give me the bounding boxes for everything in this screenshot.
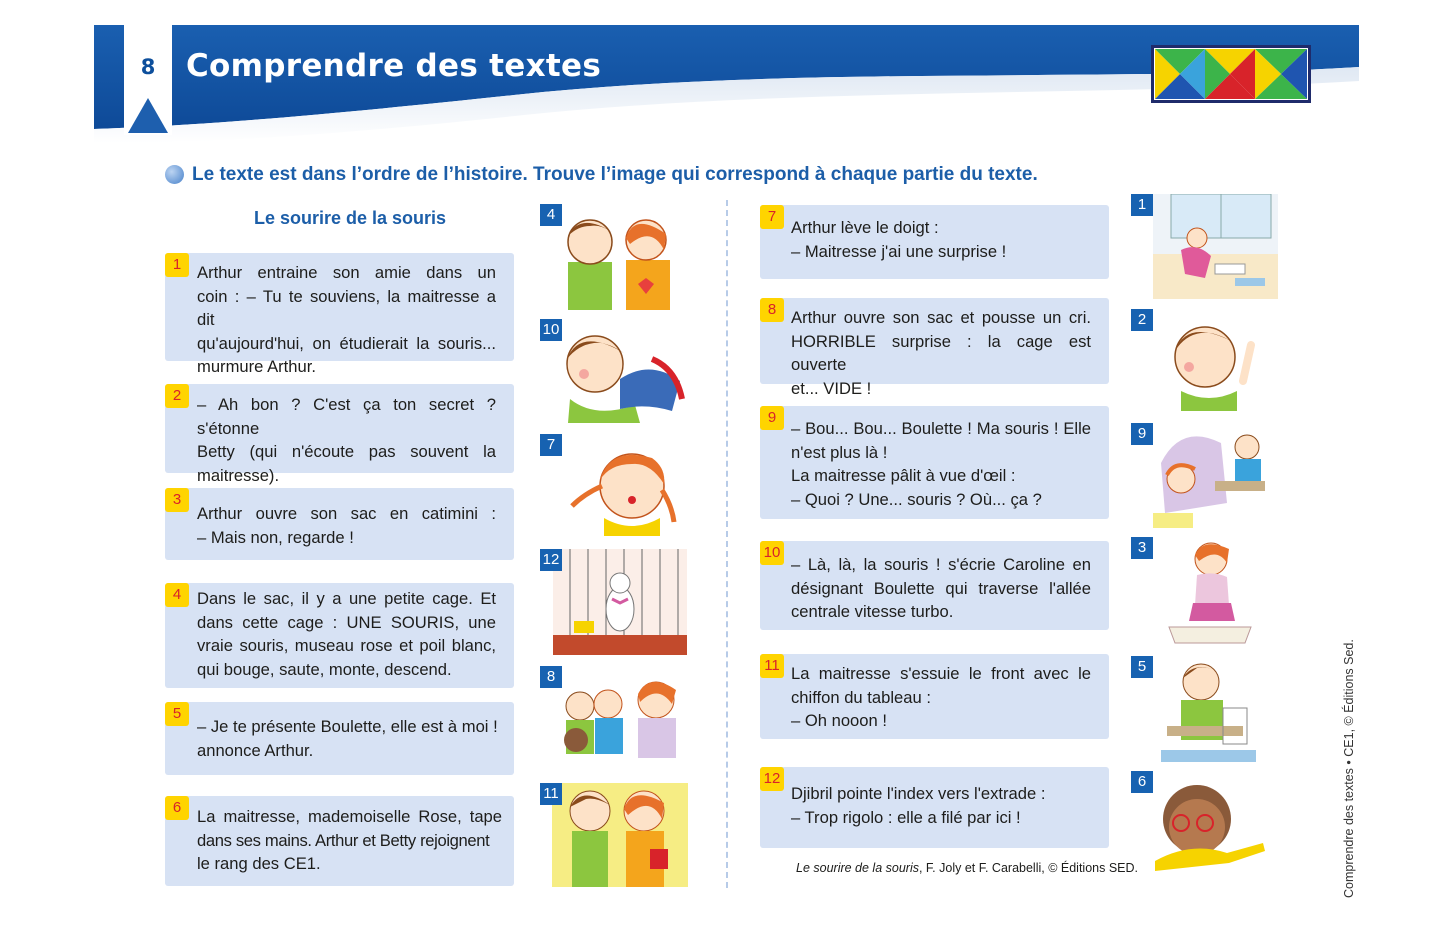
credit-authors: , F. Joly et F. Carabelli, © Éditions SED. <box>918 861 1138 875</box>
text-line: Arthur entraine son amie dans un <box>197 263 496 282</box>
number-badge: 6 <box>165 796 189 820</box>
image-number-badge: 10 <box>540 319 562 341</box>
text-box-3 <box>165 488 514 560</box>
text-box-7 <box>760 205 1109 279</box>
page-number: 8 <box>140 55 156 79</box>
image-number-badge: 12 <box>540 549 562 571</box>
text-line: le rang des CE1. <box>197 854 321 873</box>
text-line: Betty (qui n'écoute pas souvent la <box>197 442 496 461</box>
text-line: – Ah bon ? C'est ça ton secret ? s'étonne <box>197 395 496 438</box>
page-title: Comprendre des textes <box>186 48 602 84</box>
text-box-5 <box>165 702 514 775</box>
image-number-badge: 9 <box>1131 423 1153 445</box>
text-line: qui bouge, saute, monte, descend. <box>197 659 452 679</box>
text-box-12 <box>760 767 1109 848</box>
text-box-10 <box>760 541 1109 630</box>
illustration-11 <box>540 783 688 887</box>
bullet-icon <box>165 165 184 184</box>
number-badge: 8 <box>760 298 784 322</box>
text-line: – Là, là, la souris ! s'écrie Caroline en <box>791 555 1091 574</box>
image-number-badge: 2 <box>1131 309 1153 331</box>
text-line: Djibril pointe l'index vers l'extrade : <box>791 784 1046 803</box>
illustration-9 <box>1131 423 1276 528</box>
image-number-badge: 11 <box>540 783 562 805</box>
number-badge: 9 <box>760 406 784 430</box>
image-number-badge: 1 <box>1131 194 1153 216</box>
logo-triangles <box>1151 45 1311 103</box>
text-box-1 <box>165 253 514 376</box>
illustration-5 <box>1131 656 1256 762</box>
text-line: qu'aujourd'hui, on étudierait la souris... <box>197 333 496 353</box>
text-line: maitresse). <box>197 465 280 485</box>
text-box-6 <box>165 796 514 886</box>
text-line: – Trop rigolo : elle a filé par ici ! <box>791 807 1021 827</box>
story-title: Le sourire de la souris <box>254 208 447 228</box>
number-badge: 7 <box>760 205 784 229</box>
illustration-7 <box>540 434 690 536</box>
triangle-icon <box>124 95 172 135</box>
image-number-badge: 3 <box>1131 537 1153 559</box>
side-copyright <box>1329 639 1356 898</box>
text-box-11 <box>760 654 1109 739</box>
credit-book-title: Le sourire de la souris <box>796 861 919 875</box>
text-line: La maitresse s'essuie le front avec le <box>791 664 1091 683</box>
text-line: Arthur lève le doigt : <box>791 218 939 237</box>
text-box-2 <box>165 384 514 485</box>
text-line: Dans le sac, il y a une petite cage. Et <box>197 589 496 608</box>
text-box-9 <box>760 406 1109 519</box>
text-box-4 <box>165 583 514 688</box>
text-box-8 <box>760 298 1109 398</box>
number-badge: 3 <box>165 488 189 512</box>
text-line: annonce Arthur. <box>197 740 314 760</box>
image-number-badge: 7 <box>540 434 562 456</box>
illustration-1 <box>1131 194 1278 299</box>
text-line: – Bou... Bou... Boulette ! Ma souris ! Elle <box>791 419 1091 438</box>
number-badge: 5 <box>165 702 189 726</box>
image-number-badge: 5 <box>1131 656 1153 678</box>
illustration-3 <box>1131 537 1271 645</box>
text-line: dans ses mains. Arthur et Betty rejoignent <box>197 830 490 850</box>
illustration-10 <box>540 319 690 423</box>
text-line: murmure Arthur. <box>197 357 316 376</box>
text-line: vraie souris, museau rose et poil blanc, <box>197 636 496 655</box>
number-badge: 1 <box>165 253 189 277</box>
text-line: Arthur ouvre son sac et pousse un cri. <box>791 308 1091 327</box>
number-badge: 12 <box>760 767 784 791</box>
instruction: Le texte est dans l’ordre de l’histoire. Trouve l’image qui correspond à chaque partie du texte. <box>192 164 1038 185</box>
text-line: et... VIDE ! <box>791 378 872 398</box>
illustration-8 <box>540 666 692 772</box>
text-line: désignant Boulette qui traverse l'allée <box>791 578 1091 598</box>
text-line: HORRIBLE surprise : la cage est ouverte <box>791 331 1091 374</box>
text-line: – Je te présente Boulette, elle est à moi ! <box>197 717 498 736</box>
text-line: – Mais non, regarde ! <box>197 527 354 547</box>
illustration-6 <box>1131 771 1271 871</box>
text-line: La maitresse, mademoiselle Rose, tape <box>197 807 502 826</box>
text-line: coin : – Tu te souviens, la maitresse a dit <box>197 286 496 329</box>
number-badge: 2 <box>165 384 189 408</box>
number-badge: 4 <box>165 583 189 607</box>
source-credit <box>796 861 1138 875</box>
text-line: La maitresse pâlit à vue d'œil : <box>791 466 1016 485</box>
illustration-2 <box>1131 309 1271 411</box>
text-line: n'est plus là ! <box>791 442 888 462</box>
page-number-tab <box>124 25 172 135</box>
text-line: centrale vitesse turbo. <box>791 602 954 621</box>
text-line: – Quoi ? Une... souris ? Où... ça ? <box>791 489 1042 509</box>
text-line: – Oh nooon ! <box>791 711 887 730</box>
number-badge: 11 <box>760 654 784 678</box>
text-line: – Maitresse j'ai une surprise ! <box>791 241 1007 261</box>
image-number-badge: 4 <box>540 204 562 226</box>
side-copyright-text: Comprendre des textes • CE1, © Éditions Sed. <box>1342 639 1356 898</box>
illustration-12 <box>540 549 687 655</box>
column-divider <box>726 200 728 888</box>
illustration-4 <box>540 204 690 310</box>
text-line: chiffon du tableau : <box>791 687 931 707</box>
text-line: dans cette cage : UNE SOURIS, une <box>197 612 496 632</box>
number-badge: 10 <box>760 541 784 565</box>
text-line: Arthur ouvre son sac en catimini : <box>197 504 496 523</box>
image-number-badge: 8 <box>540 666 562 688</box>
image-number-badge: 6 <box>1131 771 1153 793</box>
